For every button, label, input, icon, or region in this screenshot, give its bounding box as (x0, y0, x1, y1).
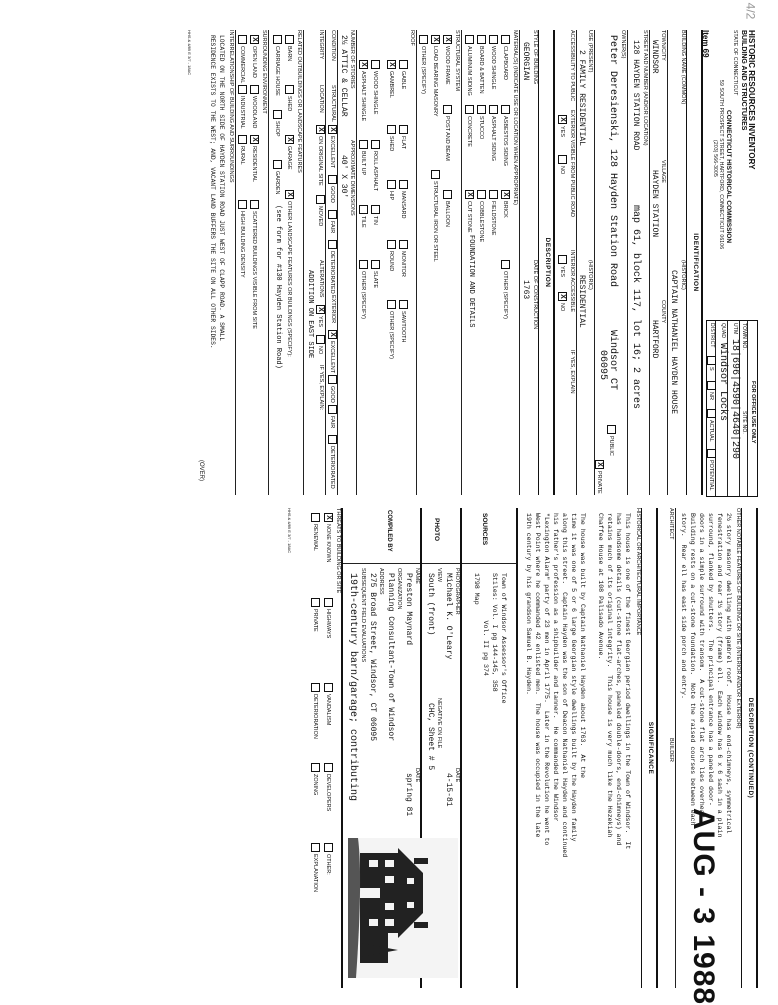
threat-highways[interactable]: HIGHWAYS (324, 598, 333, 638)
organization-value: Planning Consultant-Town of Windsor (386, 573, 395, 742)
photo-header: PHOTO (433, 518, 440, 541)
use-historic: RESIDENTIAL (577, 275, 586, 328)
interrelationship-text: LOCATED ON THE NORTH SIDE OF HAYDEN STATION ROAD JUST WEST OF CLAPP ROAD. A SMALL RESIDENCE EXISTS TO THE WEST; AND, VACANT LAND BUFFERS THE SITE ON ALL OTHER SIDES. (209, 35, 225, 349)
dimensions-value: 40' X 30' (339, 155, 348, 199)
exterior-visible-label: EXTERIOR VISIBLE FROM PUBLIC ROAD (569, 110, 575, 217)
district-s[interactable]: S (707, 356, 716, 371)
over-label: (OVER) (198, 460, 204, 481)
county-label: COUNTY (660, 300, 666, 324)
exterior-fair[interactable]: FAIR (328, 405, 337, 428)
identification-header: IDENTIFICATION (686, 30, 703, 495)
date-construction: 1763 (521, 280, 530, 300)
material-asphalt-siding[interactable]: ASPHALT SIDING (489, 105, 498, 161)
historic-name: CAPTAIN NATHANIEL HAYDEN HOUSE (669, 270, 678, 415)
structural-good[interactable]: GOOD (328, 175, 337, 203)
threat-other[interactable]: OTHER: (324, 843, 333, 875)
roof-gable[interactable]: GABLE (399, 60, 408, 89)
structural-other[interactable]: OTHER (SPECIFY) (419, 35, 428, 94)
outbuilding-garden[interactable]: GARDEN (273, 160, 282, 195)
roof-label: ROOF (409, 30, 415, 46)
office-use-label: FOR OFFICE USE ONLY (750, 381, 756, 444)
district-label: DISTRICT (709, 323, 715, 348)
material-asbestos[interactable]: ASBESTOS SIDING (501, 105, 510, 166)
left-column-divider (343, 563, 518, 564)
roof-material-tile[interactable]: TILE (359, 205, 368, 228)
site-no-label: SITE NO. (741, 411, 747, 434)
moved[interactable]: MOVED (316, 195, 325, 226)
form-title: HISTORIC RESOURCES INVENTORY (747, 30, 756, 170)
commission-address: 59 SOUTH PROSPECT STREET, HARTFORD, CONNECTICUT 06106 (718, 80, 724, 250)
material-clapboard[interactable]: CLAPBOARD (501, 35, 510, 80)
style-value: GEORGIAN (521, 42, 530, 81)
sources-text: Town of Windsor Assessor's Office Stiles: Vol. I pg 144-145, 358 Vol. II pg 374 1798 Map (473, 573, 507, 704)
env-high-density[interactable]: HIGH BUILDING DENSITY (238, 200, 247, 278)
threat-vandalism[interactable]: VANDALISM (324, 683, 333, 725)
significance-text: This house is one of the finest Georgian period dwellings in the Town of Windsor. It has handsome details (cut-stone flat-arches, paneled double-doors, end-chimneys) and retains much of its original integrity. This house is very much like the Hezekiah Chaffee House at 108 Palisado Avenue. The house was built by Captain Nathaniel Hayden about 1763. At the time it was one of 5 or 6 large Georgian style dwellings built by the Hayden family along this street. Captain Hayden was the son of Deacon Nathaniel Hayden and continued his father's profession as a shipbuilder and tanner. He commanded the Windsor "Lexington Alarm" party of 23 men in April 1775. Later in the Revolution he went to West Point where he commanded 42 enlisted men. The house was occupied in the late 19th century by his grandson Samuel B. Hayden. (525, 513, 631, 858)
threat-zoning[interactable]: ZONING (311, 763, 320, 795)
outbuilding-shed[interactable]: SHED (285, 85, 294, 111)
env-woodland[interactable]: WOODLAND (250, 85, 259, 128)
historic-name-label: (HISTORIC) (680, 260, 686, 290)
material-wood-shingle[interactable]: WOOD SHINGLE (489, 35, 498, 89)
form-back-panel (183, 508, 758, 1005)
exterior-good[interactable]: GOOD (328, 375, 337, 403)
photographer-value: Michael K. O'Leary (444, 573, 453, 660)
received-stamp: AUG - 3 1988 (687, 808, 720, 1005)
utm-label: UTM (732, 323, 738, 335)
county-value: HARTFORD (650, 320, 659, 359)
material-cobblestone[interactable]: COBBLESTONE (477, 190, 486, 242)
env-open-land[interactable]: X OPEN LAND (250, 35, 259, 78)
threat-developers[interactable]: DEVELOPERS (324, 763, 333, 811)
sources-header: SOURCES (481, 513, 488, 546)
structural-wood-frame[interactable]: X WOOD FRAME (443, 35, 452, 85)
roof-flat[interactable]: FLAT (399, 125, 408, 149)
significance-header: SIGNIFICANCE (641, 508, 658, 988)
notable-features-text: 2½ story masonry dwelling with gambrel roof. House has end-chimneys, symmetrical fenestration and rear 1½ story (frame) ell. Each window has 6 x 6 sash in a plain surround, flanked by shutters. The principal entrance has a paneled door- doors in a simple surround with transom. A cut-stone flat arch lies overhead. Building rests on a cut-stone foundation. Note the raised courses between each story. Rear ell has east side porch and entry. (680, 513, 732, 838)
district-potential[interactable]: POTENTIAL (707, 449, 716, 491)
structural-fair[interactable]: FAIR (328, 210, 337, 233)
roof-material-wood-shingle[interactable]: WOOD SHINGLE (371, 60, 380, 114)
related-outbuildings-label: RELATED OUTBUILDINGS OR LANDSCAPE FEATURES (296, 30, 302, 173)
threats-label: THREATS TO BUILDING OR SITE (335, 508, 341, 594)
exterior-yes[interactable]: X YES (558, 115, 567, 137)
district-nr[interactable]: NR (707, 381, 716, 400)
material-cut-stone[interactable]: X CUT STONE (465, 190, 474, 233)
structural-load-bearing[interactable]: X LOAD BEARING MASONRY (431, 35, 440, 117)
back-form-number: HHS & 4/89 E 3/7 - 18AC (287, 508, 292, 554)
view-label: VIEW (436, 568, 442, 583)
use-label: USE (PRESENT) (587, 30, 593, 73)
house-photograph (348, 838, 458, 978)
stories-value: 2½ ATTIC & CELLAR (339, 35, 348, 117)
roof-sawtooth[interactable]: SAWTOOTH (399, 300, 408, 342)
form-number: HHS & 4/89 E 3/7 - 18AC (187, 30, 192, 76)
village-value: HAYDEN STATION (650, 170, 659, 238)
threat-explanation[interactable]: EXPLANATION (311, 843, 320, 892)
threat-none-known[interactable]: X NONE KNOWN (324, 513, 333, 563)
form-front-panel (183, 30, 758, 495)
state-label: STATE OF CONNECTICUT (732, 30, 738, 96)
material-concrete[interactable]: CONCRETE (465, 105, 474, 147)
description-header: DESCRIPTION (538, 30, 555, 495)
owner-label: OWNER(S) (620, 30, 626, 59)
roof-material-tin[interactable]: TIN (371, 205, 380, 225)
material-stucco[interactable]: STUCCO (477, 105, 486, 139)
form-subtitle: BUILDING AND STRUCTURES (740, 30, 747, 131)
condition-exterior: EXTERIOR (330, 295, 336, 324)
builder-label: BUILDER (668, 738, 674, 762)
alterations-no[interactable]: NO (316, 335, 325, 354)
condition-label: CONDITION (330, 30, 336, 61)
quad-label: QUAD (720, 323, 726, 339)
building-name-label: BUILDING NAME (COMMON) (680, 30, 686, 105)
exterior-no[interactable]: NO (558, 155, 567, 174)
if-yes-explain: IF YES, EXPLAIN: (318, 365, 324, 411)
view-value: South (front) (426, 573, 435, 636)
environment-label: SURROUNDING ENVIRONMENT (261, 30, 267, 114)
interior-no[interactable]: X NO (558, 292, 567, 311)
alteration-text: ADDITION ON EAST SIDE (306, 270, 314, 359)
dimensions-label: APPROXIMATE DIMENSIONS (349, 140, 355, 216)
compiler-name: Preston Maynard (404, 573, 413, 646)
village-label: VILLAGE (660, 160, 666, 183)
roof-hip[interactable]: HIP (387, 180, 396, 200)
roof-material-slate[interactable]: SLATE (371, 260, 380, 288)
organization-label: ORGANIZATION (396, 568, 402, 610)
photographer-label: PHOTOGRAPHER (454, 568, 460, 615)
use-historic-label: (HISTORIC) (587, 260, 593, 290)
use-present: 2 FAMILY RESIDENTIAL (577, 50, 586, 147)
alterations-label: ALTERATIONS (318, 260, 324, 298)
structural-post-beam[interactable]: POST AND BEAM (443, 105, 452, 161)
structural-label: STRUCTURAL SYSTEM (454, 30, 460, 91)
negative-label: NEGATIVE ON FILE (436, 698, 442, 749)
alterations-yes[interactable]: X YES (316, 305, 325, 327)
threat-deterioration[interactable]: DETERIORATION (311, 683, 320, 739)
roof-monitor[interactable]: MONITOR (399, 240, 408, 277)
compiler-name-label: NAME (414, 568, 420, 584)
env-residential[interactable]: X RESIDENTIAL (250, 135, 259, 182)
outbuilding-barn[interactable]: BARN (285, 35, 294, 61)
corner-mark: 4/2 (743, 2, 758, 20)
roof-material-other[interactable]: OTHER (SPECIFY) (359, 260, 368, 319)
roof-round[interactable]: ROUND (387, 240, 396, 271)
structural-iron-steel[interactable]: STRUCTURAL IRON OR STEEL (431, 170, 440, 262)
material-other[interactable]: OTHER (SPECIFY) (501, 260, 510, 319)
office-use-box (706, 320, 758, 497)
interior-yes[interactable]: YES (558, 255, 567, 277)
threat-private[interactable]: PRIVATE (311, 598, 320, 632)
photo-date-label: DATE (454, 768, 460, 783)
town-no-label: TOWN NO. (741, 323, 747, 351)
item-number: Item 69 (701, 30, 710, 58)
quad-value: Windsor Locks (717, 343, 728, 422)
material-brick[interactable]: X BRICK (501, 190, 510, 218)
roof-shed[interactable]: SHED (387, 125, 396, 151)
street-label: STREET AND NUMBER (AND/OR LOCATION) (642, 30, 648, 146)
notable-features-label: OTHER NOTABLE FEATURES OF BUILDING OR SITE (INTERIOR AND/OR EXTERIOR) (735, 508, 741, 729)
env-industrial[interactable]: INDUSTRIAL (238, 85, 247, 129)
commission-name: CONNECTICUT HISTORICAL COMMISSION (725, 110, 732, 244)
street-value: 128 HAYDEN STATION ROAD (631, 40, 640, 151)
material-label: MATERIAL(S) (INDICATE USE OR LOCATION WHEN APPROPRIATE) (512, 30, 518, 205)
district-actual[interactable]: ACTUAL (707, 409, 716, 442)
interrelationship-label: INTERRELATIONSHIP OF BUILDING AND SURROUNDINGS (228, 30, 234, 183)
accessibility-label: ACCESSIBILITY TO PUBLIC (569, 30, 575, 102)
evaluation-text: 19th-century barn/garage; contributing (347, 573, 358, 802)
roof-material-built-up[interactable]: BUILT UP (359, 140, 368, 175)
utm-value: 18|696|4590|4640|290 (729, 339, 740, 460)
env-scattered[interactable]: SCATTERED BUILDINGS VISIBLE FROM SITE (250, 200, 259, 329)
structural-excellent[interactable]: X EXCELLENT (328, 125, 337, 168)
historical-importance-label: HISTORICAL OR ARCHITECTURAL IMPORTANCE (635, 508, 641, 636)
outbuilding-carriage-house[interactable]: CARRIAGE HOUSE (273, 35, 282, 96)
map-value: map 61, block 117, lot 16; 2 acres (630, 205, 641, 410)
date-construction-label: DATE OF CONSTRUCTION (532, 260, 538, 330)
description-continued-header: DESCRIPTION (CONTINUED) (741, 508, 758, 988)
env-commercial[interactable]: COMMERCIAL (238, 35, 247, 83)
material-board-batten[interactable]: BOARD & BATTEN (477, 35, 486, 94)
roof-material-roll-asphalt[interactable]: ROLL ASPHALT (371, 140, 380, 191)
photo-date: 4-15-81 (444, 773, 453, 807)
town-value: WINDSOR (650, 40, 659, 74)
org-address-value: 275 Broad Street, Windsor, CT 06095 (368, 573, 377, 742)
on-original-site[interactable]: X ON ORIGINAL SITE (316, 125, 325, 186)
condition-structural: STRUCTURAL (330, 85, 336, 122)
private-checkbox[interactable]: X PRIVATE (595, 460, 604, 494)
owner-value: Peter Deresienski, 128 Hayden Station Road (607, 35, 618, 288)
outbuilding-garage[interactable]: X GARAGE (285, 135, 294, 170)
compiled-date-label: DATE (414, 768, 420, 783)
exterior-excellent[interactable]: X EXCELLENT (328, 330, 337, 373)
stories-label: NUMBER OF STORIES (349, 30, 355, 89)
architect-label: ARCHITECT (668, 508, 674, 540)
integrity-label: INTEGRITY (318, 30, 324, 60)
outbuilding-shop[interactable]: SHOP (273, 110, 282, 137)
threat-renewal[interactable]: RENEWAL (311, 513, 320, 551)
compiled-date: spring 81 (404, 773, 413, 817)
negative-value: CHC, Sheet # 5 (426, 703, 435, 771)
roof-mansard[interactable]: MANSARD (399, 180, 408, 219)
subsequent-evaluations-label: SUBSEQUENT FIELD EVALUATIONS (360, 568, 366, 663)
outbuilding-other[interactable]: X OTHER LANDSCAPE FEATURES OR BUILDINGS (SPECIFY): (285, 190, 294, 357)
structural-balloon[interactable]: BALLOON (443, 190, 452, 227)
material-aluminum[interactable]: ALUMINUM SIDING (465, 35, 474, 96)
interior-accessible-label: INTERIOR ACCESSIBLE (569, 250, 575, 313)
location-label: LOCATION (318, 85, 324, 113)
roof-gambrel[interactable]: X GAMBREL (387, 60, 396, 98)
compiled-by-header: COMPILED BY (386, 510, 392, 552)
public-checkbox[interactable]: PUBLIC (607, 425, 616, 456)
style-label: STYLE OF BUILDING (532, 30, 538, 85)
org-address-label: ADDRESS (378, 568, 384, 595)
material-fieldstone[interactable]: FIELDSTONE (489, 190, 498, 235)
commission-phone: (203) 566-3005 (712, 140, 718, 177)
outbuilding-note: (see form for #130 Hayden Station Road) (274, 205, 282, 369)
exterior-deteriorated[interactable]: DETERIORATED (328, 435, 337, 489)
env-rural[interactable]: RURAL (238, 135, 247, 165)
roof-material-asphalt-shingle[interactable]: X ASPHALT SHINGLE (359, 60, 368, 121)
explain-label: IF YES, EXPLAIN (569, 350, 575, 394)
owner-zip: 06095 (597, 350, 608, 381)
foundation-details: FOUNDATION AND DETAILS (467, 235, 475, 328)
owner-city: Windsor CT (607, 330, 618, 391)
structural-deteriorated[interactable]: DETERIORATED (328, 240, 337, 294)
town-label: TOWN/CITY (660, 30, 666, 61)
roof-other[interactable]: OTHER (SPECIFY) (387, 300, 396, 359)
